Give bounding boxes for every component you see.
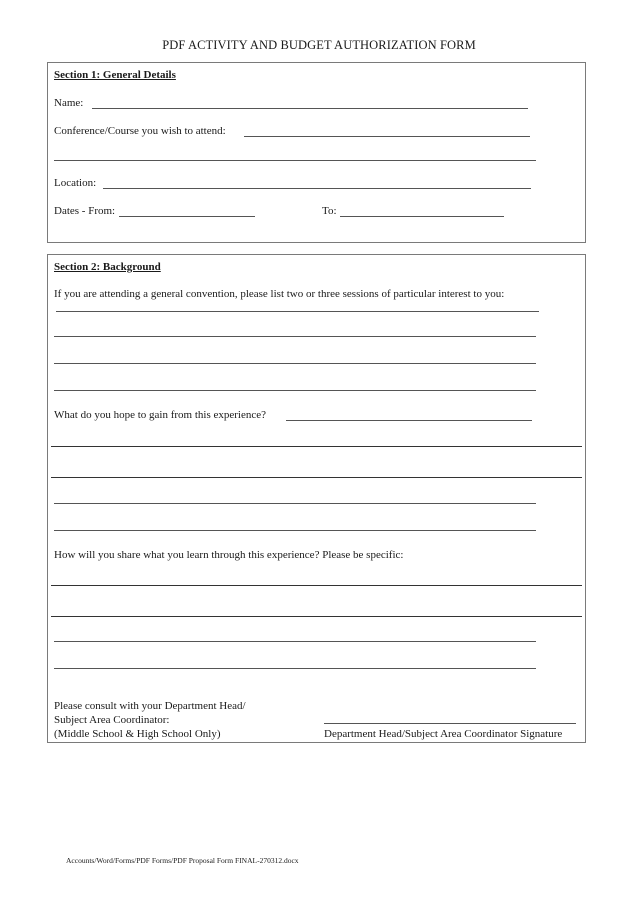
location-label: Location: — [54, 177, 97, 189]
signature-field[interactable] — [324, 723, 576, 724]
consult-line-1: Please consult with your Department Head/ — [54, 700, 246, 712]
conference-field-line-2[interactable] — [54, 160, 536, 161]
consult-line-2: Subject Area Coordinator: — [54, 714, 170, 726]
gain-prompt: What do you hope to gain from this experience? — [54, 409, 266, 421]
sessions-field-line-1[interactable] — [56, 311, 539, 312]
location-field[interactable] — [103, 188, 531, 189]
conference-field[interactable] — [244, 136, 530, 137]
dates-from-field[interactable] — [119, 216, 255, 217]
name-label: Name: — [54, 97, 84, 109]
conference-label: Conference/Course you wish to attend: — [54, 125, 226, 137]
sessions-field-line-2[interactable] — [54, 336, 536, 337]
gain-field-line-4[interactable] — [54, 503, 536, 504]
sessions-prompt: If you are attending a general convention, please list two or three sessions of particular interest to you: — [54, 288, 505, 300]
gain-field-line-3[interactable] — [51, 477, 582, 478]
section-2-heading: Section 2: Background — [54, 261, 161, 273]
gain-field-line-5[interactable] — [54, 530, 536, 531]
dates-to-label: To: — [322, 205, 337, 217]
share-field-line-1[interactable] — [51, 585, 582, 586]
share-field-line-2[interactable] — [51, 616, 582, 617]
section-background — [47, 254, 586, 743]
consult-line-3: (Middle School & High School Only) — [54, 728, 221, 740]
share-field-line-4[interactable] — [54, 668, 536, 669]
dates-to-field[interactable] — [340, 216, 504, 217]
gain-field-line-1[interactable] — [286, 420, 532, 421]
signature-label: Department Head/Subject Area Coordinator Signature — [324, 728, 563, 740]
page-title: PDF ACTIVITY AND BUDGET AUTHORIZATION FORM — [162, 38, 476, 52]
sessions-field-line-3[interactable] — [54, 363, 536, 364]
gain-field-line-2[interactable] — [51, 446, 582, 447]
share-field-line-3[interactable] — [54, 641, 536, 642]
section-1-heading: Section 1: General Details — [54, 69, 176, 81]
share-prompt: How will you share what you learn through this experience? Please be specific: — [54, 549, 404, 561]
dates-from-label: Dates - From: — [54, 205, 116, 217]
footer-file-path: Accounts/Word/Forms/PDF Forms/PDF Proposal Form FINAL-270312.docx — [66, 856, 299, 865]
section-general-details — [47, 62, 586, 243]
name-field[interactable] — [92, 108, 528, 109]
sessions-field-line-4[interactable] — [54, 390, 536, 391]
